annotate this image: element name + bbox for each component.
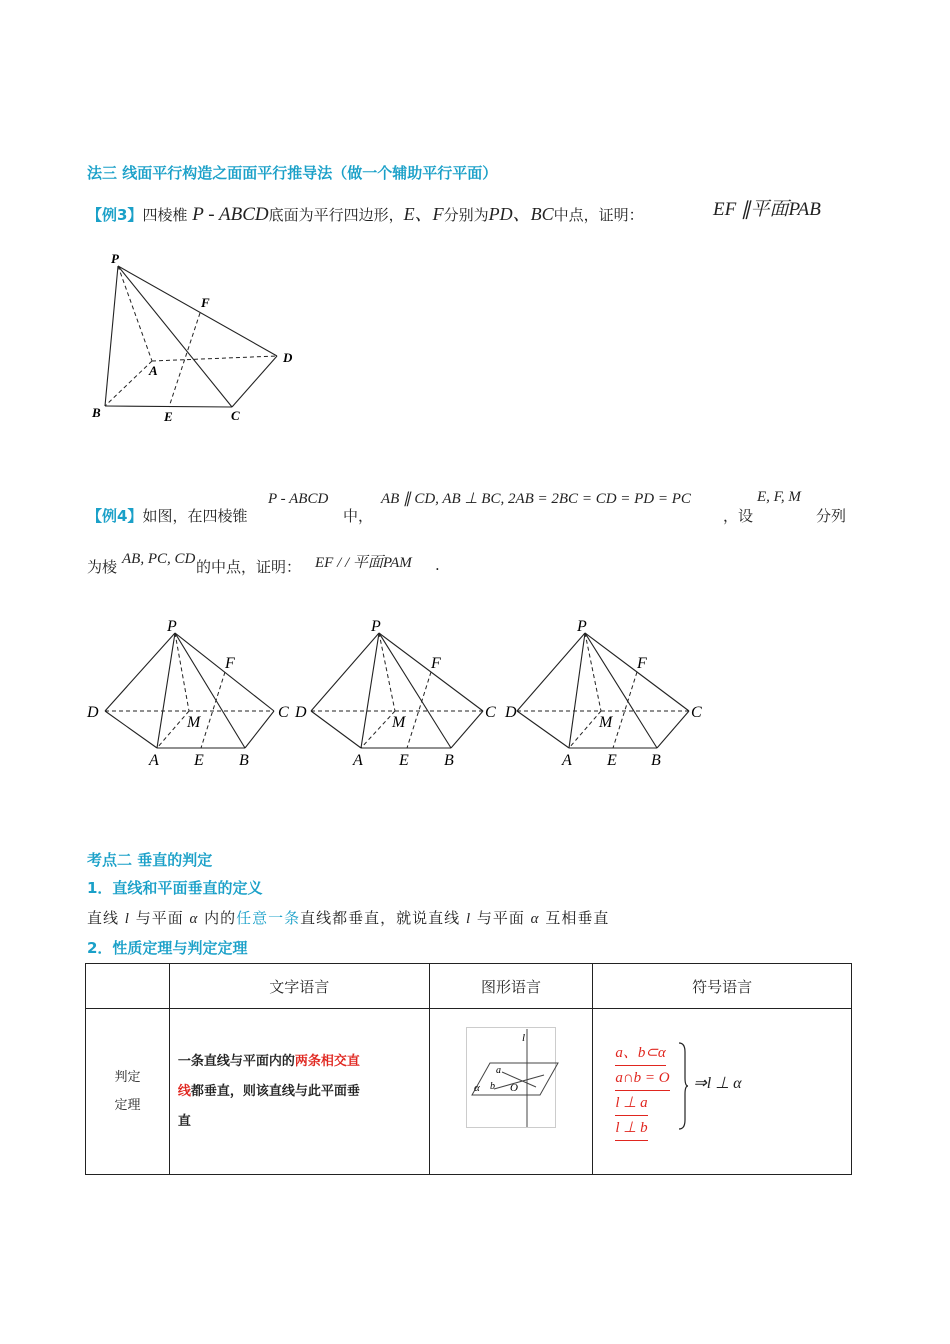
fig-label-a: a <box>495 1065 501 1076</box>
row-label-cell <box>86 1009 170 1175</box>
example4-expr4: AB, PC, CD <box>122 551 196 567</box>
fig4a-label-E: E <box>194 752 204 769</box>
table-row <box>86 1009 852 1175</box>
fig4c-label-D: D <box>505 704 517 721</box>
theorem-text-b: 都垂直，则该直线与此平面垂 <box>190 1083 360 1099</box>
row-label-1: 判定 <box>114 1069 141 1085</box>
example3-text3: 分别为 <box>443 206 489 224</box>
fig4a-label-D: D <box>87 704 99 721</box>
example4-expr1: P - ABCD <box>268 491 329 507</box>
fig4c-label-P: P <box>577 618 587 635</box>
symbol-2: a∩b = O <box>615 1066 669 1091</box>
fig4b-label-C: C <box>485 704 496 721</box>
example3-text4: 中点，证明： <box>553 206 644 224</box>
fig4c-label-E: E <box>607 752 617 769</box>
fig3-label-B: B <box>92 405 101 420</box>
plane-perpendicular-figure <box>466 1027 560 1131</box>
fig4b-label-B: B <box>444 752 454 769</box>
fig4c-label-F: F <box>637 655 647 672</box>
theorem-table <box>85 963 852 1175</box>
fig-label-O: O <box>509 1082 518 1094</box>
theorem-text-cell <box>169 1009 429 1175</box>
example3-pyramid-figure <box>85 245 305 430</box>
example4-text6: 的中点，证明： <box>196 558 302 576</box>
fig4c-label-M: M <box>599 714 613 731</box>
example3-expr1: P - ABCD <box>192 204 269 225</box>
fig3-label-C: C <box>231 408 240 423</box>
theorem-figure-cell <box>429 1009 593 1175</box>
fig3-label-F: F <box>201 295 210 310</box>
example4-text2: 中， <box>343 507 374 525</box>
fig4a-label-M: M <box>187 714 201 731</box>
fig4b-label-F: F <box>431 655 441 672</box>
fig4a-label-F: F <box>225 655 235 672</box>
table-header-row <box>86 964 852 1009</box>
def-mid2: 内的 <box>198 909 237 927</box>
example3-expr3: PD、BC <box>488 204 554 224</box>
symbol-1: a、b⊂α <box>615 1041 665 1066</box>
example4-pyramid-figures <box>85 615 725 775</box>
symbol-list <box>615 1041 669 1141</box>
fig3-label-E: E <box>164 409 173 424</box>
example3-expr2: E、F <box>403 204 444 224</box>
table-header-blank <box>86 964 170 1009</box>
def-mid4: 与平面 <box>471 909 531 927</box>
fig4b-label-P: P <box>371 618 381 635</box>
fig4b-label-D: D <box>295 704 307 721</box>
fig4c-label-B: B <box>651 752 661 769</box>
theorem-text-red: 两条相交直 <box>294 1053 360 1069</box>
kaodian2-subtitle-1: 1．直线和平面垂直的定义 <box>87 879 263 897</box>
table-header-symbol-language: 符号语言 <box>593 964 852 1009</box>
fig4b-label-E: E <box>399 752 409 769</box>
fig4a-label-B: B <box>239 752 249 769</box>
example4-expr5: EF / / 平面PAM <box>315 555 412 571</box>
example4-text3: ，设 <box>723 507 754 525</box>
fig3-label-A: A <box>149 363 158 378</box>
fig4b-label-A: A <box>353 752 363 769</box>
symbol-conclusion: ⇒l ⊥ α <box>693 1075 742 1092</box>
table-header-figure-language: 图形语言 <box>429 964 593 1009</box>
example3-text2: 底面为平行四边形， <box>268 206 404 224</box>
kaodian2-subtitle-2: 2．性质定理与判定定理 <box>87 939 248 957</box>
symbol-4: l ⊥ b <box>615 1116 647 1141</box>
perpendicular-definition <box>87 907 609 928</box>
fig4a-label-A: A <box>149 752 159 769</box>
theorem-symbol-cell <box>593 1009 852 1175</box>
example3-text1: 四棱椎 <box>142 206 188 224</box>
example4-expr2: AB ∥ CD, AB ⊥ BC, 2AB = 2BC = CD = PD = PC <box>381 491 691 507</box>
symbol-3: l ⊥ a <box>615 1091 647 1116</box>
fig4c-label-C: C <box>691 704 702 721</box>
row-label-2: 定理 <box>114 1097 141 1113</box>
fig4a-label-P: P <box>167 618 177 635</box>
fig-label-b: b <box>489 1081 495 1092</box>
example4-figure-3 <box>504 618 702 769</box>
def-l2: l <box>465 911 472 927</box>
example4-text7: . <box>435 556 440 574</box>
example4-tag: 【例4】 <box>87 507 143 525</box>
def-l: l <box>124 911 130 927</box>
fig-label-l: l <box>521 1032 525 1044</box>
example4-figure-2 <box>294 618 496 769</box>
example3-statement <box>87 200 644 226</box>
example4-text1: 如图，在四棱锥 <box>142 507 248 525</box>
fig3-label-D: D <box>283 350 293 365</box>
fig4c-label-A: A <box>562 752 572 769</box>
fig-label-alpha: α <box>473 1082 480 1094</box>
fig3-label-P: P <box>111 251 119 266</box>
example4-figure-1 <box>86 618 289 769</box>
example3-expr4: EF ∥平面PAB <box>713 199 821 220</box>
example4-tag-line <box>87 505 247 526</box>
def-any: 任意一条 <box>236 909 301 927</box>
example3-tag: 【例3】 <box>87 206 143 224</box>
fig4b-label-M: M <box>392 714 406 731</box>
kaodian2-title: 考点二 垂直的判定 <box>87 851 213 869</box>
example4-text4: 分列 <box>816 507 847 525</box>
def-mid3: 直线都垂直，就说直线 <box>300 909 466 927</box>
fig4a-label-C: C <box>278 704 289 721</box>
example4-text5: 为棱 <box>87 558 118 576</box>
theorem-text-a: 一条直线与平面内的 <box>177 1053 295 1069</box>
def-pre: 直线 <box>87 909 125 927</box>
def-end: 互相垂直 <box>539 909 610 927</box>
method3-title: 法三 线面平行构造之面面平行推导法（做一个辅助平行平面） <box>87 164 498 182</box>
table-header-text-language: 文字语言 <box>169 964 429 1009</box>
def-alpha2: α <box>530 911 540 927</box>
brace-icon <box>677 1042 689 1130</box>
theorem-text-red2: 线 <box>177 1083 191 1099</box>
def-alpha: α <box>189 911 199 927</box>
theorem-text-c: 直 <box>177 1113 191 1129</box>
def-mid1: 与平面 <box>129 909 190 927</box>
example4-expr3: E, F, M <box>757 489 801 505</box>
